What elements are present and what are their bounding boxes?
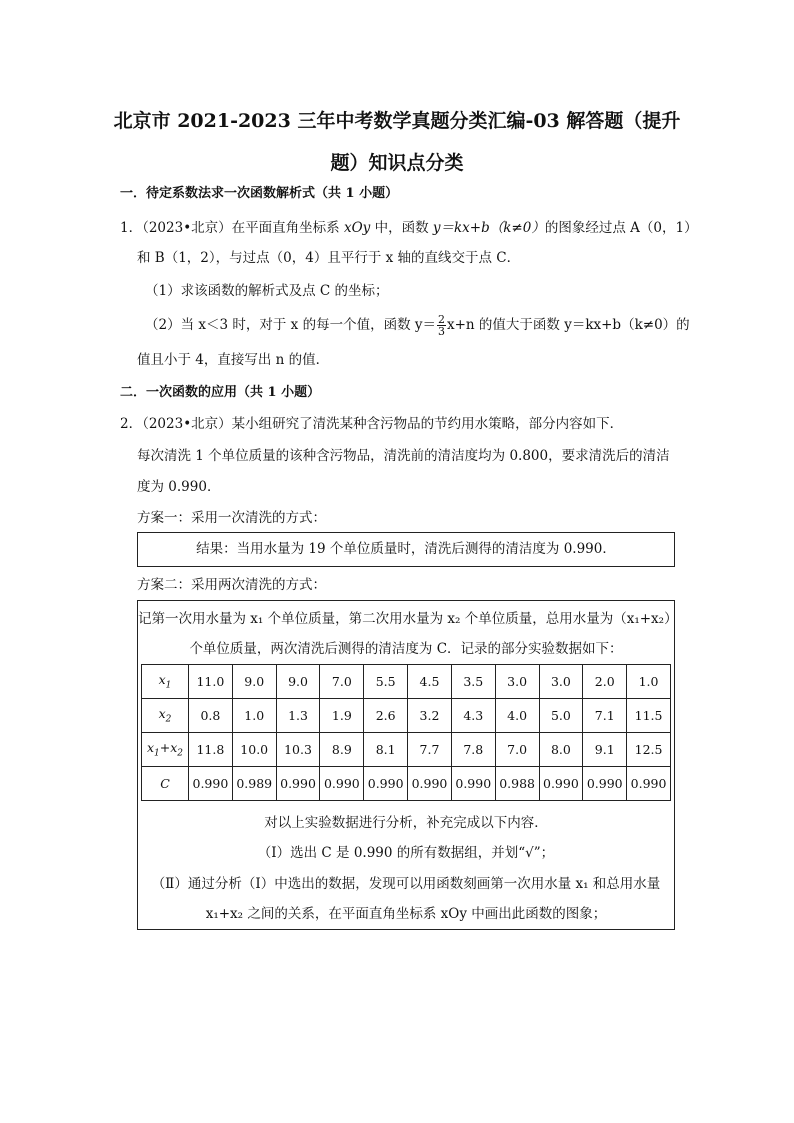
part2-text-b: x+n 的值大于函数 y＝kx+b（k≠0）的 [447, 317, 690, 333]
table-cell: 9.0 [276, 665, 320, 699]
fraction-denominator: 3 [438, 325, 445, 338]
table-cell: 1.9 [320, 699, 364, 733]
section-2-heading: 二．一次函数的应用（共 1 小题） [120, 385, 321, 400]
question-1-part-2-cont: 值且小于 4，直接写出 n 的值． [137, 352, 330, 368]
plan-1-label: 方案一：采用一次清洗的方式： [137, 510, 326, 526]
question-2-intro-2: 度为 0.990． [137, 479, 221, 495]
q1-text-a: （2023•北京）在平面直角坐标系 [142, 220, 344, 236]
table-cell: 7.7 [408, 733, 452, 767]
analysis-line-1: 对以上实验数据进行分析，补充完成以下内容． [264, 815, 548, 831]
table-cell: 4.3 [451, 699, 495, 733]
table-cell: 8.1 [364, 733, 408, 767]
table-row [142, 733, 671, 767]
question-2-line-1: 2．（2023•北京）某小组研究了清洗某种含污物品的节约用水策略，部分内容如下． [120, 416, 624, 432]
q1-xoy: xOy [343, 220, 371, 236]
table-cell: 0.990 [364, 767, 408, 801]
table-cell: 0.990 [189, 767, 233, 801]
q1-text-b: 中，函数 [370, 220, 433, 236]
table-cell: 11.0 [189, 665, 233, 699]
q1-function: y＝kx+b（k≠0） [432, 220, 545, 236]
table-cell: 8.9 [320, 733, 364, 767]
table-cell: 4.5 [408, 665, 452, 699]
table-cell: 0.990 [451, 767, 495, 801]
table-cell: 4.0 [495, 699, 539, 733]
fraction-numerator: 2 [438, 313, 445, 326]
table-cell: 2.0 [583, 665, 627, 699]
analysis-line-2: （Ⅰ）选出 C 是 0.990 的所有数据组，并划“√”； [257, 845, 555, 861]
table-cell: 11.8 [189, 733, 233, 767]
table-cell: 0.989 [232, 767, 276, 801]
table-cell: 10.3 [276, 733, 320, 767]
question-1-part-1: （1）求该函数的解析式及点 C 的坐标； [145, 283, 389, 299]
table-cell: 3.2 [408, 699, 452, 733]
table-cell: 7.1 [583, 699, 627, 733]
table-row [142, 767, 671, 801]
table-cell: 0.988 [495, 767, 539, 801]
table-cell: 0.8 [189, 699, 233, 733]
table-cell: 8.0 [539, 733, 583, 767]
plan-2-box [137, 600, 678, 930]
table-cell: 0.990 [627, 767, 671, 801]
table-cell: 0.990 [583, 767, 627, 801]
table-cell: 5.0 [539, 699, 583, 733]
table-cell: 5.5 [364, 665, 408, 699]
title-line-1: 北京市 2021-2023 三年中考数学真题分类汇编-03 解答题（提升 [113, 110, 681, 132]
table-cell: 0.990 [539, 767, 583, 801]
section-1-heading: 一．待定系数法求一次函数解析式（共 1 小题） [120, 186, 399, 201]
q1-point-a: A（0，1） [630, 220, 698, 236]
question-1-number: 1． [120, 220, 143, 236]
table-cell: 1.0 [232, 699, 276, 733]
table-cell: 9.1 [583, 733, 627, 767]
table-row [142, 665, 671, 699]
table-cell: 7.0 [495, 733, 539, 767]
plan-2-label: 方案二：采用两次清洗的方式： [137, 577, 326, 593]
table-cell: 3.0 [539, 665, 583, 699]
table-cell: 0.990 [408, 767, 452, 801]
row-header: $x_2$ [142, 699, 189, 733]
row-header: $x_1+x_2$ [142, 733, 189, 767]
table-cell: 0.990 [320, 767, 364, 801]
table-cell: 7.8 [451, 733, 495, 767]
question-2-intro-1: 每次清洗 1 个单位质量的该种含污物品，清洗前的清洁度均为 0.800，要求清洗后的清洁 [137, 448, 670, 464]
analysis-line-3: （Ⅱ）通过分析（Ⅰ）中选出的数据，发现可以用函数刻画第一次用水量 x₁ 和总用水量 [151, 876, 661, 892]
analysis-line-4: x₁+x₂ 之间的关系，在平面直角坐标系 xOy 中画出此函数的图象； [205, 906, 607, 922]
table-cell: 7.0 [320, 665, 364, 699]
box-line-1: 记第一次用水量为 x₁ 个单位质量，第二次用水量为 x₂ 个单位质量，总用水量为（x₁+x₂） [138, 611, 678, 627]
plan-1-result: 结果：当用水量为 19 个单位质量时，清洗后测得的清洁度为 0.990． [196, 541, 616, 557]
question-1-part-2 [145, 314, 690, 337]
row-header: $x_1$ [142, 665, 189, 699]
table-cell: 1.3 [276, 699, 320, 733]
table-row [142, 699, 671, 733]
question-1-line-1 [120, 218, 698, 238]
experiment-data-table [141, 664, 671, 801]
table-cell: 10.0 [232, 733, 276, 767]
page-title [60, 100, 734, 184]
table-cell: 12.5 [627, 733, 671, 767]
table-cell: 3.5 [451, 665, 495, 699]
q1-text-c: 的图象经过点 [544, 220, 631, 236]
table-cell: 0.990 [276, 767, 320, 801]
table-cell: 1.0 [627, 665, 671, 699]
table-cell: 11.5 [627, 699, 671, 733]
part2-text-a: （2）当 x＜3 时，对于 x 的每一个值，函数 y＝ [145, 317, 436, 333]
table-cell: 3.0 [495, 665, 539, 699]
table-cell: 2.6 [364, 699, 408, 733]
box-line-2: 个单位质量，两次清洗后测得的清洁度为 C．记录的部分实验数据如下： [189, 641, 623, 657]
fraction-two-thirds [437, 314, 446, 337]
plan-1-result-box [137, 532, 675, 567]
question-1-line-2: 和 B（1，2），与过点（0，4）且平行于 x 轴的直线交于点 C． [137, 250, 521, 266]
table-cell: 9.0 [232, 665, 276, 699]
title-line-2: 题）知识点分类 [330, 152, 464, 174]
row-header: C [142, 767, 189, 801]
